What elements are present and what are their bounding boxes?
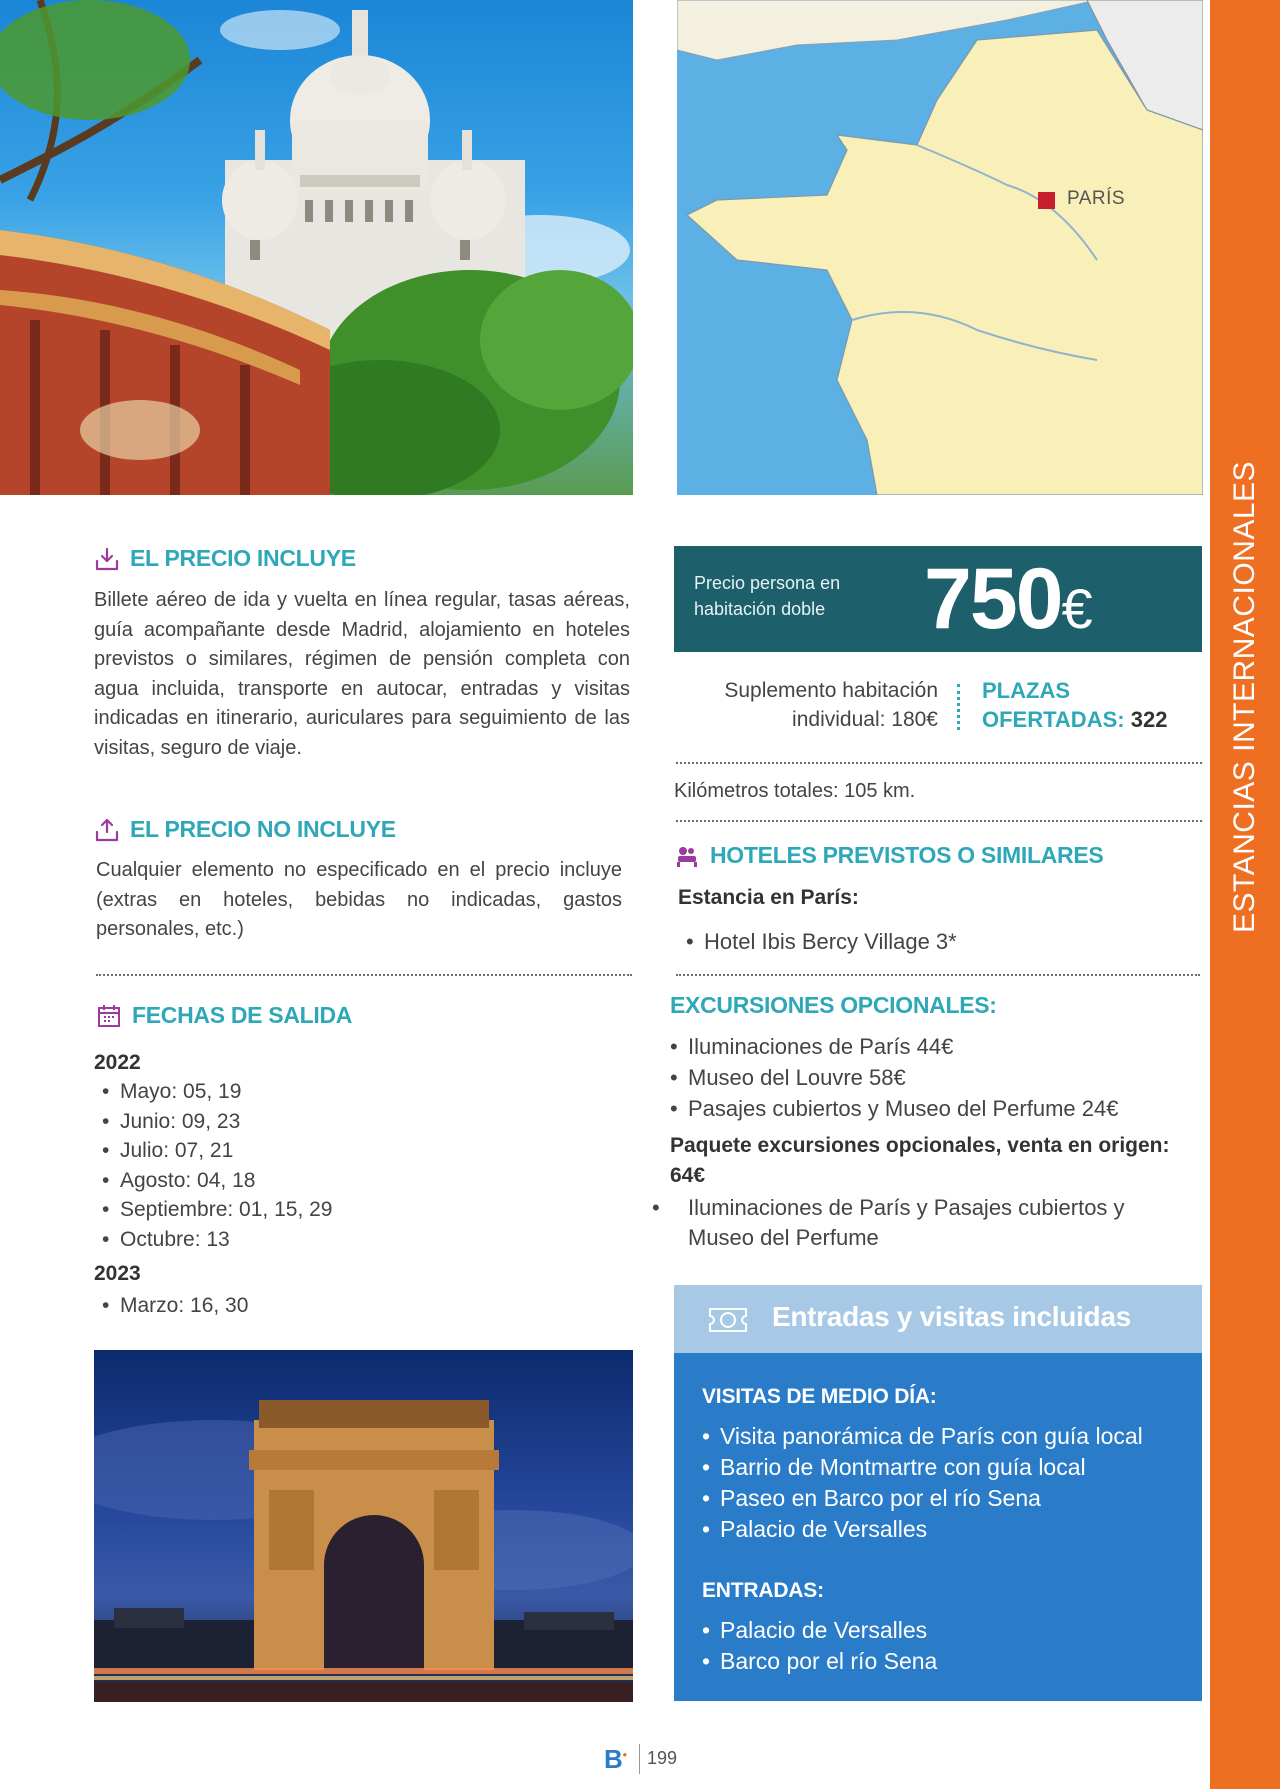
price-currency: €	[1061, 577, 1091, 640]
brand-logo: B•	[604, 1744, 627, 1774]
precio-incluye-title: EL PRECIO INCLUYE	[130, 545, 356, 571]
visitas-title: VISITAS DE MEDIO DÍA:	[702, 1385, 937, 1408]
list-item: • Septiembre: 01, 15, 29	[102, 1195, 332, 1225]
dates-list-2023	[102, 1291, 248, 1321]
list-item: • Palacio de Versalles	[702, 1514, 1143, 1545]
suplemento-line-1: Suplemento habitación	[724, 679, 938, 702]
plazas-number: 322	[1130, 707, 1168, 732]
paris-label: PARÍS	[1067, 188, 1126, 209]
precio-no-incluye-title: EL PRECIO NO INCLUYE	[130, 816, 396, 842]
list-item: • Palacio de Versalles	[702, 1615, 937, 1646]
year-label: 2023	[94, 1262, 141, 1285]
plazas-ofertadas	[982, 676, 1167, 734]
list-item: • Iluminaciones de París y Pasajes cubiertos y Museo del Perfume	[670, 1193, 1190, 1253]
fechas-heading	[96, 1002, 352, 1029]
incluidas-header	[674, 1285, 1202, 1353]
excursiones-title: EXCURSIONES OPCIONALES:	[670, 992, 997, 1018]
list-item: • Marzo: 16, 30	[102, 1291, 248, 1321]
divider	[676, 820, 1202, 822]
suplemento-individual	[680, 676, 938, 734]
list-item: • Mayo: 05, 19	[102, 1077, 332, 1107]
price-value	[924, 550, 1091, 649]
bed-icon	[674, 843, 700, 869]
entradas-list	[702, 1615, 937, 1677]
section-side-label-text: ESTANCIAS INTERNACIONALES	[1228, 460, 1261, 933]
list-item: • Barco por el río Sena	[702, 1646, 937, 1677]
incluidas-title: Entradas y visitas incluidas	[772, 1301, 1131, 1332]
list-item: • Pasajes cubiertos y Museo del Perfume 24€	[670, 1093, 1118, 1124]
paquete-title: Paquete excursiones opcionales, venta en origen: 64€	[670, 1134, 1170, 1187]
ticket-icon	[704, 1301, 752, 1339]
list-item: • Museo del Louvre 58€	[670, 1062, 1118, 1093]
year-label: 2022	[94, 1051, 141, 1074]
calendar-icon	[96, 1003, 122, 1029]
page-number: 199	[647, 1748, 678, 1768]
precio-no-incluye-heading	[94, 816, 396, 843]
visitas-list	[702, 1421, 1143, 1545]
separator	[957, 684, 960, 730]
estancia-title: Estancia en París:	[678, 886, 859, 909]
hoteles-title: HOTELES PREVISTOS O SIMILARES	[710, 842, 1104, 868]
kilometros-totales: Kilómetros totales: 105 km.	[674, 780, 916, 802]
entradas-title: ENTRADAS:	[702, 1579, 824, 1602]
hotel-list	[686, 927, 957, 957]
paquete-list	[670, 1193, 1190, 1253]
sacre-coeur-photo	[0, 0, 633, 495]
divider	[96, 974, 632, 976]
download-tray-icon	[94, 546, 120, 572]
france-map	[677, 0, 1203, 495]
paris-marker	[1038, 192, 1055, 209]
upload-tray-icon	[94, 817, 120, 843]
precio-no-incluye-text: Cualquier elemento no especificado en el precio incluye (extras en hoteles, bebidas no indicadas, gastos personales, etc.)	[96, 859, 622, 940]
list-item: • Junio: 09, 23	[102, 1107, 332, 1137]
list-item: • Barrio de Montmartre con guía local	[702, 1452, 1143, 1483]
fechas-title: FECHAS DE SALIDA	[132, 1002, 353, 1028]
price-caption: Precio persona en habitación doble	[694, 573, 841, 619]
list-item: • Hotel Ibis Bercy Village 3*	[686, 927, 957, 957]
list-item: • Visita panorámica de París con guía local	[702, 1421, 1143, 1452]
plazas-label: PLAZAS	[982, 678, 1070, 703]
section-side-label	[1228, 460, 1262, 933]
dates-list-2022	[102, 1077, 332, 1254]
suplemento-line-2: individual: 180€	[792, 708, 938, 731]
excursiones-list	[670, 1031, 1118, 1124]
divider	[676, 974, 1200, 976]
list-item: • Julio: 07, 21	[102, 1136, 332, 1166]
list-item: • Paseo en Barco por el río Sena	[702, 1483, 1143, 1514]
precio-incluye-heading	[94, 545, 356, 572]
hoteles-heading	[674, 842, 1103, 869]
incluidas-box	[674, 1285, 1202, 1701]
list-item: • Agosto: 04, 18	[102, 1166, 332, 1196]
ofertadas-label: OFERTADAS:	[982, 707, 1125, 732]
divider	[676, 762, 1202, 764]
footer-separator	[639, 1744, 640, 1774]
price-box	[674, 546, 1202, 652]
list-item: • Octubre: 13	[102, 1225, 332, 1255]
price-amount: 750	[924, 551, 1062, 647]
list-item: • Iluminaciones de París 44€	[670, 1031, 1118, 1062]
precio-incluye-text: Billete aéreo de ida y vuelta en línea regular, tasas aéreas, guía acompañante desde Madrid, alojamiento en hoteles previstos o similares, régimen de pensión completa con agua incluida, transporte en autocar, entradas y visitas indicadas en itinerario, auriculares para seguimiento de las visitas, seguro de viaje.	[94, 589, 630, 759]
arc-de-triomphe-photo	[94, 1350, 633, 1702]
